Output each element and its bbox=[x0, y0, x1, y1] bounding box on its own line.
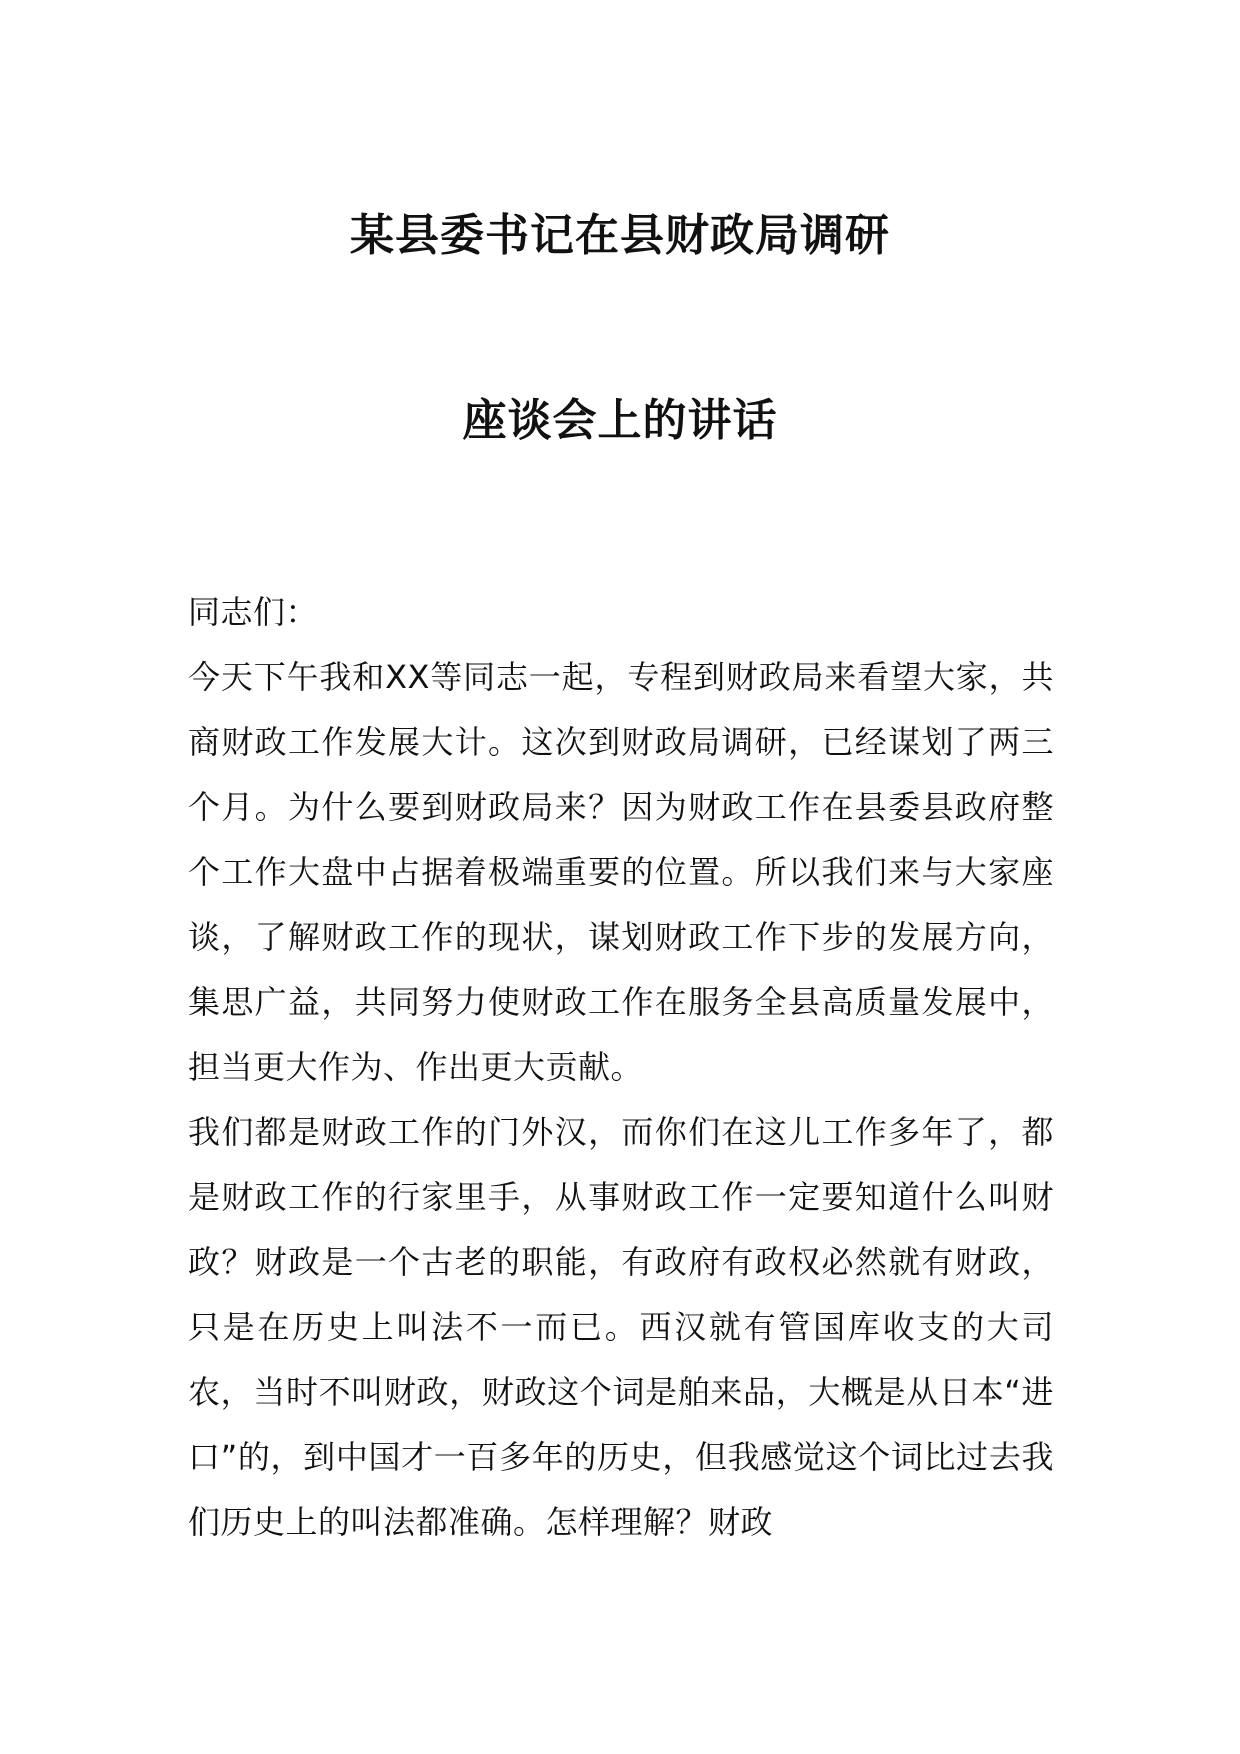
document-body bbox=[188, 580, 1054, 1555]
paragraph-2: 我们都是财政工作的门外汉，而你们在这儿工作多年了，都是财政工作的行家里手，从事财政工作一定要知道什么叫财政？财政是一个古老的职能，有政府有政权必然就有财政，只是在历史上叫法不一而已。西汉就有管国库收支的大司农，当时不叫财政，财政这个词是舶来品，大概是从日本“进口”的，到中国才一百多年的历史，但我感觉这个词比过去我们历史上的叫法都准确。怎样理解？财政 bbox=[188, 1113, 1054, 1541]
document-title-line-2: 座谈会上的讲话 bbox=[462, 395, 778, 446]
document-title-line-1: 某县委书记在县财政局调研 bbox=[350, 210, 890, 261]
salutation: 同志们： bbox=[188, 593, 319, 631]
paragraph-1: 今天下午我和XX等同志一起，专程到财政局来看望大家，共商财政工作发展大计。这次到财政局调研，已经谋划了两三个月。为什么要到财政局来？因为财政工作在县委县政府整个工作大盘中占据着极端重要的位置。所以我们来与大家座谈，了解财政工作的现状，谋划财政工作下步的发展方向，集思广益，共同努力使财政工作在服务全县高质量发展中，担当更大作为、作出更大贡献。 bbox=[188, 658, 1054, 1086]
